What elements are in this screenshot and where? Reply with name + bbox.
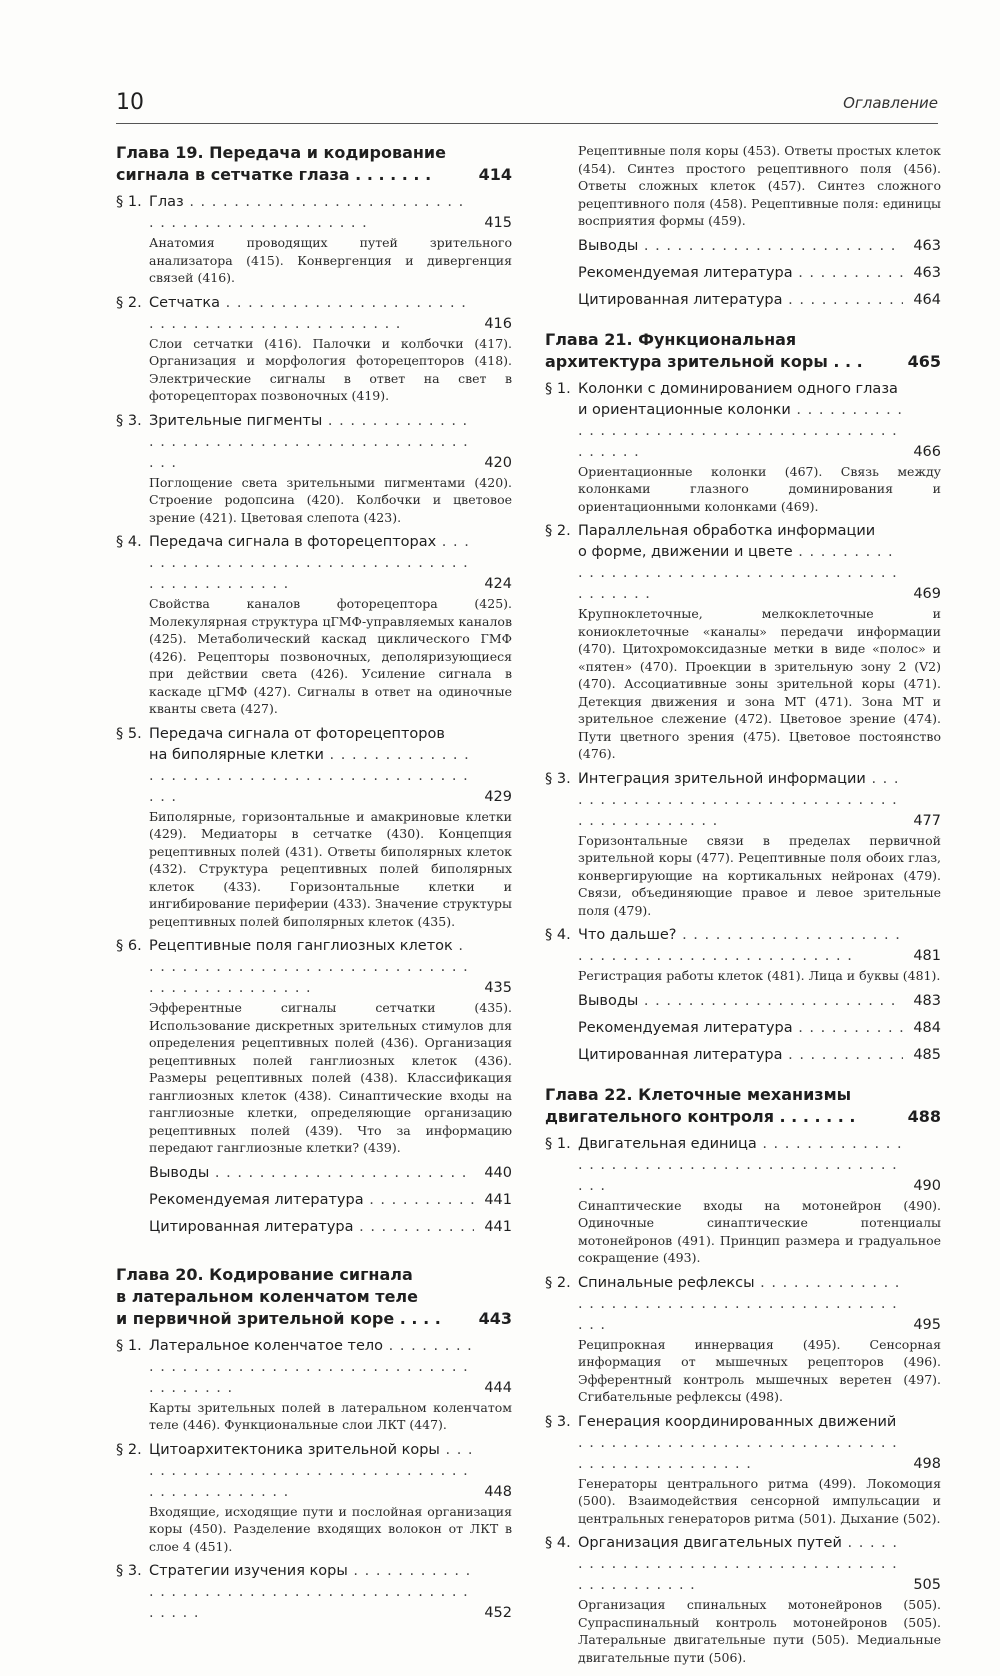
toc-section[interactable] — [545, 1134, 941, 1267]
extra-title: Рекомендуемая литература . . . — [578, 263, 903, 284]
section-number: § 2. — [545, 523, 571, 539]
section-description: Реципрокная иннервация (495). Сенсорная информация от мышечных рецепторов (496). Эфферентный контроль мышечных веретен (497). Сгибательные рефлексы (498). — [578, 1336, 941, 1404]
section-description: Организация спинальных мотонейронов (505). Супраспинальный контроль мотонейронов (505). Латеральные двигательные пути (505). Медиальные двигательные пути (506). — [578, 1597, 941, 1665]
toc-extra-cited[interactable] — [545, 290, 941, 311]
section-page: 448 — [484, 1483, 512, 1500]
section-number: § 1. — [116, 194, 142, 210]
page-number: 10 — [116, 90, 144, 115]
section-description: Регистрация работы клеток (481). Лица и буквы (481). — [578, 968, 941, 983]
extra-page: 484 — [913, 1019, 941, 1036]
section-title: Цитоархитектоника зрительной коры . . . — [149, 1440, 474, 1503]
chapter-heading[interactable] — [116, 1264, 512, 1330]
toc-continuation — [545, 142, 941, 230]
extra-page: 485 — [913, 1046, 941, 1063]
extra-title: Цитированная литература . . . — [149, 1217, 474, 1238]
extra-page: 483 — [913, 992, 941, 1009]
section-title: Параллельная обработка информации о форме, движении и цвете . . . — [578, 521, 903, 605]
section-number: § 4. — [116, 534, 142, 550]
extra-title: Выводы . . . — [578, 236, 903, 257]
section-number: § 1. — [545, 1135, 571, 1152]
section-description: Крупноклеточные, мелкоклеточные и кониоклеточные «каналы» передачи информации (470). Цитохромоксидазные метки в виде «полос» и «пятен» (470). Проекции в зрительную зону 2 (V2) (470). Ассоциативные зоны зрительной коры (471). Детекция движения и зона MT (471). Зона MT и зрительное слежение (472). Цветовое зрение (474). Пути цветного зрения (475). Цветовое постоянство (476). — [578, 606, 941, 761]
header-rule — [116, 123, 938, 124]
section-description: Входящие, исходящие пути и послойная организация коры (450). Разделение входящих волокон от ЛКТ в слое 4 (451). — [149, 1503, 512, 1554]
section-number: § 2. — [116, 1441, 142, 1458]
section-number: § 1. — [116, 1337, 142, 1354]
toc-section[interactable] — [116, 532, 512, 718]
extra-title: Выводы . . . — [578, 991, 903, 1012]
section-number: § 6. — [116, 938, 142, 954]
toc-section[interactable] — [116, 411, 512, 527]
toc-left-column — [116, 142, 512, 1634]
section-description: Карты зрительных полей в латеральном коленчатом теле (446). Функциональные слои ЛКТ (447). — [149, 1399, 512, 1432]
toc-section[interactable] — [116, 936, 512, 1157]
section-page: 477 — [913, 812, 941, 829]
chapter-title: Глава 20. Кодирование сигнала в латеральном коленчатом теле и первичной зрительной коре . . . . — [116, 1264, 441, 1328]
section-page: 466 — [913, 443, 941, 460]
section-title: Рецептивные поля ганглиозных клеток . . . — [149, 936, 474, 999]
section-page: 481 — [913, 948, 941, 964]
section-number: § 4. — [545, 1535, 571, 1551]
extra-page: 463 — [913, 237, 941, 254]
section-page: 452 — [484, 1605, 512, 1621]
section-description: Свойства каналов фоторецептора (425). Молекулярная структура цГМФ-управляемых каналов (425). Метаболический каскад циклического ГМФ (426). Рецепторы позвоночных, деполяризующиеся при действии света (426). Усиление сигнала в каскаде цГМФ (427). Сигналы в ответ на одиночные кванты света (427). — [149, 596, 512, 716]
extra-title: Цитированная литература . . . — [578, 1045, 903, 1066]
toc-chapter-19 — [116, 142, 512, 1238]
extra-page: 441 — [484, 1191, 512, 1208]
toc-extra-summary[interactable] — [116, 1163, 512, 1184]
section-number: § 2. — [116, 294, 142, 311]
section-number: § 4. — [545, 927, 571, 943]
chapter-heading[interactable] — [116, 142, 512, 186]
chapter-page: 414 — [478, 165, 512, 184]
toc-section[interactable] — [545, 1412, 941, 1528]
section-page: 490 — [913, 1177, 941, 1194]
section-title: Спинальные рефлексы . . . — [578, 1273, 903, 1336]
section-description: Генераторы центрального ритма (499). Локомоция (500). Взаимодействия сенсорной импульсации и центральных генераторов ритма (501). Дыхание (502). — [578, 1475, 941, 1526]
chapter-heading[interactable] — [545, 329, 941, 373]
section-number: § 3. — [116, 1563, 142, 1579]
toc-section[interactable] — [116, 724, 512, 931]
chapter-page: 488 — [907, 1106, 941, 1126]
toc-extra-cited[interactable] — [545, 1045, 941, 1066]
section-description: Биполярные, горизонтальные и амакриновые клетки (429). Медиаторы в сетчатке (430). Концепция рецептивных полей (431). Ответы биполярных клеток (432). Структура рецептивных полей биполярных клеток (433). Горизонтальные клетки и ингибирование периферии (433). Значение структуры рецептивных полей биполярных клеток (435). — [149, 808, 512, 929]
extra-title: Рекомендуемая литература . . . — [578, 1018, 903, 1039]
chapter-page: 465 — [907, 351, 941, 371]
section-number: § 3. — [545, 1413, 571, 1430]
chapter-title: Глава 22. Клеточные механизмы двигательного контроля . . . . . . . — [545, 1084, 856, 1126]
section-title: Передача сигнала от фоторецепторов на биполярные клетки . . . — [149, 724, 474, 808]
toc-section[interactable] — [545, 1273, 941, 1406]
extra-page: 464 — [913, 291, 941, 308]
section-page: 495 — [913, 1316, 941, 1333]
section-description: Рецептивные поля коры (453). Ответы простых клеток (454). Синтез простого рецептивного поля (456). Ответы сложных клеток (457). Синтез сложного рецептивного поля (458). Рецептивные поля: единицы восприятия формы (459). — [578, 143, 941, 228]
section-number: § 2. — [545, 1274, 571, 1291]
section-title: Передача сигнала в фоторецепторах . . . — [149, 532, 474, 595]
extra-title: Рекомендуемая литература . . . — [149, 1190, 474, 1211]
section-description: Горизонтальные связи в пределах первичной зрительной коры (477). Рецептивные поля обоих глаз, конвергирующие на кортикальных нейронах (479). Связи, объединяющие правое и левое зрительные поля (479). — [578, 832, 941, 918]
section-title: Колонки с доминированием одного глаза и ориентационные колонки . . . — [578, 379, 903, 463]
section-page: 469 — [913, 586, 941, 602]
extra-title: Цитированная литература . . . — [578, 290, 903, 311]
section-title: Зрительные пигменты . . . — [149, 411, 474, 474]
section-description: Поглощение света зрительными пигментами (420). Строение родопсина (420). Колбочки и цветовое зрение (421). Цветовая слепота (423). — [149, 474, 512, 525]
section-title: Организация двигательных путей . . . — [578, 1533, 903, 1596]
section-title: Сетчатка . . . — [149, 293, 474, 335]
section-description: Синаптические входы на мотонейрон (490). Одиночные синаптические потенциалы мотонейронов (491). Принцип размера и градуальное сокращение (493). — [578, 1197, 941, 1265]
toc-chapter-21 — [545, 329, 941, 1066]
toc-chapter-20 — [116, 1264, 512, 1625]
section-page: 415 — [484, 215, 512, 231]
chapter-title: Глава 21. Функциональная архитектура зрительной коры . . . — [545, 329, 863, 371]
section-page: 498 — [913, 1455, 941, 1472]
section-title: Двигательная единица . . . — [578, 1134, 903, 1197]
section-number: § 5. — [116, 725, 142, 742]
section-page: 429 — [484, 788, 512, 805]
section-description: Анатомия проводящих путей зрительного анализатора (415). Конвергенция и дивергенция связей (416). — [149, 235, 512, 285]
chapter-title: Глава 19. Передача и кодирование сигнала в сетчатке глаза . . . . . . . — [116, 143, 446, 184]
toc-extra-recommended[interactable] — [545, 1018, 941, 1039]
section-title: Стратегии изучения коры . . . — [149, 1561, 474, 1624]
toc-section[interactable] — [545, 1533, 941, 1666]
section-description: Ориентационные колонки (467). Связь между колонками глазного доминирования и ориентационными колонками (469). — [578, 463, 941, 514]
toc-section[interactable] — [116, 1561, 512, 1624]
section-title: Генерация координированных движений . . . — [578, 1412, 903, 1475]
toc-section[interactable] — [116, 293, 512, 405]
toc-section[interactable] — [545, 379, 941, 516]
section-page: 505 — [913, 1577, 941, 1593]
section-page: 416 — [484, 315, 512, 332]
extra-page: 463 — [913, 264, 941, 281]
section-number: § 1. — [545, 380, 571, 397]
toc-extra-summary[interactable] — [545, 236, 941, 257]
section-title: Латеральное коленчатое тело . . . — [149, 1336, 474, 1399]
extra-page: 441 — [484, 1218, 512, 1235]
toc-section[interactable] — [545, 769, 941, 920]
section-page: 424 — [484, 576, 512, 592]
section-description: Эфферентные сигналы сетчатки (435). Использование дискретных зрительных стимулов для определения рецептивных полей (436). Организация рецептивных полей ганглиозных клеток (436). Размеры рецептивных полей (438). Классификация ганглиозных клеток (438). Синаптические входы на ганглиозные клетки, определяющие организацию рецептивных полей (439). Что за информацию передают ганглиозные клетки? (439). — [149, 1000, 512, 1155]
section-page: 420 — [484, 454, 512, 471]
running-title: Оглавление — [843, 94, 938, 112]
toc-section[interactable] — [116, 1336, 512, 1434]
section-title: Интеграция зрительной информации . . . — [578, 769, 903, 832]
chapter-page: 443 — [478, 1308, 512, 1328]
section-page: 444 — [484, 1379, 512, 1396]
section-page: 435 — [484, 980, 512, 996]
extra-page: 440 — [484, 1164, 512, 1181]
toc-section[interactable] — [545, 521, 941, 763]
toc-section[interactable] — [116, 192, 512, 287]
extra-title: Выводы . . . — [149, 1163, 474, 1184]
toc-extra-cited[interactable] — [116, 1217, 512, 1238]
toc-extra-recommended[interactable] — [116, 1190, 512, 1211]
toc-right-column — [545, 142, 941, 1676]
toc-extra-summary[interactable] — [545, 991, 941, 1012]
chapter-heading[interactable] — [545, 1084, 941, 1128]
toc-chapter-22 — [545, 1084, 941, 1667]
toc-section[interactable] — [116, 1440, 512, 1556]
toc-section[interactable] — [545, 925, 941, 985]
section-number: § 3. — [545, 770, 571, 787]
section-title: Что дальше? . . . — [578, 925, 903, 967]
section-number: § 3. — [116, 412, 142, 429]
section-title: Глаз . . . — [149, 192, 474, 234]
toc-extra-recommended[interactable] — [545, 263, 941, 284]
section-description: Слои сетчатки (416). Палочки и колбочки (417). Организация и морфология фоторецепторов (418). Электрические сигналы в ответ на свет в фоторецепторах позвоночных (419). — [149, 335, 512, 403]
